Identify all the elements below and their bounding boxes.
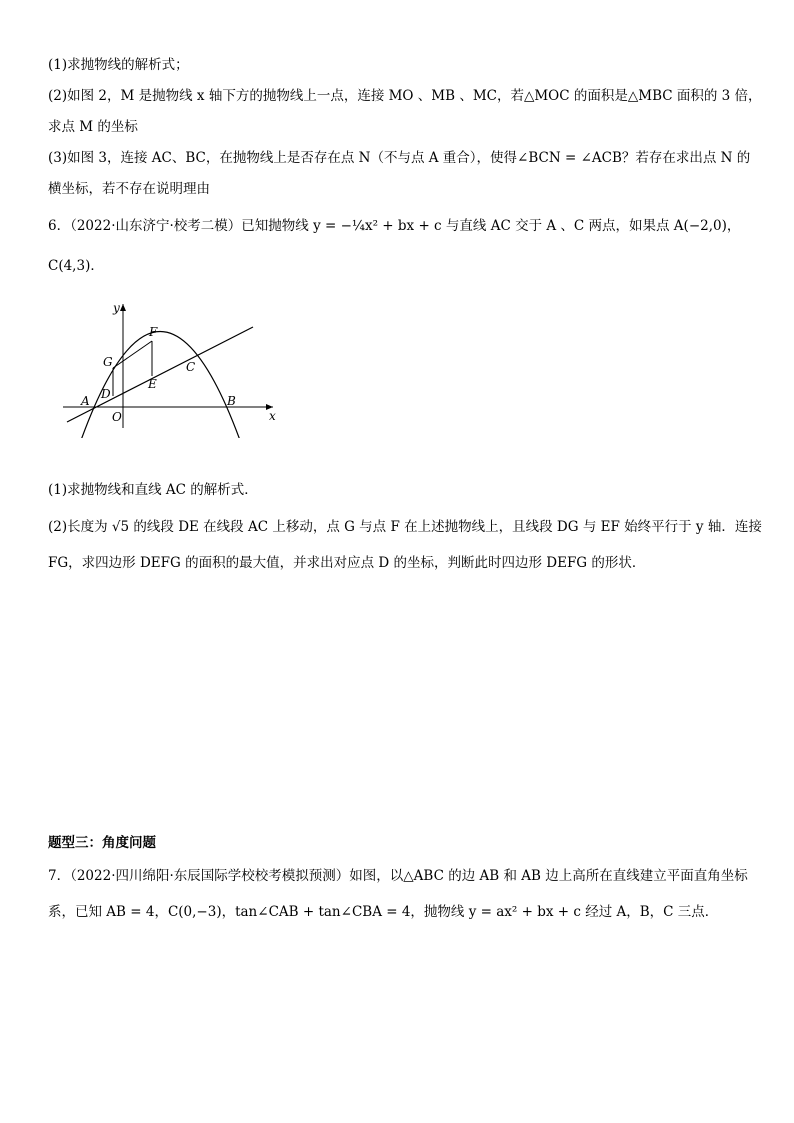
y-axis-arrow bbox=[120, 304, 126, 311]
label-x: x bbox=[269, 409, 276, 423]
label-b: B bbox=[227, 394, 236, 408]
parabola-figure bbox=[55, 298, 295, 438]
q5-part2-line2: 求点 M 的坐标 bbox=[48, 119, 138, 135]
label-y: y bbox=[113, 301, 120, 315]
label-f: F bbox=[149, 325, 158, 339]
q6-part2-line1: (2)长度为 √5 的线段 DE 在线段 AC 上移动，点 G 与点 F 在上述抛物线上，且线段 DG 与 EF 始终平行于 y 轴．连接 bbox=[48, 519, 762, 535]
section-title: 题型三：角度问题 bbox=[48, 835, 156, 851]
q5-part3-line1: (3)如图 3，连接 AC、BC，在抛物线上是否存在点 N（不与点 A 重合），使得∠BCN = ∠ACB？若存在求出点 N 的 bbox=[48, 150, 751, 166]
q5-part2-line1: (2)如图 2，M 是抛物线 x 轴下方的抛物线上一点，连接 MO 、MB 、MC，若△MOC 的面积是△MBC 面积的 3 倍， bbox=[48, 88, 762, 104]
label-a: A bbox=[81, 394, 90, 408]
label-e: E bbox=[148, 377, 157, 391]
q5-part1: (1)求抛物线的解析式； bbox=[48, 57, 189, 73]
parabola-curve bbox=[80, 332, 241, 439]
label-o: O bbox=[112, 410, 122, 424]
q7-stem-line2: 系，已知 AB = 4，C(0,−3)，tan∠CAB + tan∠CBA = 4，抛物线 y = ax² + bx + c 经过 A，B，C 三点． bbox=[48, 904, 719, 920]
q7-stem-line1: 7．（2022·四川绵阳·东辰国际学校校考模拟预测）如图，以△ABC 的边 AB 和 AB 边上高所在直线建立平面直角坐标 bbox=[48, 868, 748, 884]
label-d: D bbox=[101, 387, 111, 401]
line-ac bbox=[67, 327, 253, 422]
label-g: G bbox=[103, 355, 113, 369]
q5-part3-line2: 横坐标，若不存在说明理由 bbox=[48, 181, 210, 197]
q6-stem-line2: C(4,3)． bbox=[48, 258, 104, 274]
q6-part2-line2: FG，求四边形 DEFG 的面积的最大值，并求出对应点 D 的坐标，判断此时四边形 DEFG 的形状． bbox=[48, 555, 646, 571]
q6-part1: (1)求抛物线和直线 AC 的解析式． bbox=[48, 482, 258, 498]
label-c: C bbox=[186, 360, 196, 374]
q6-stem-line1: 6．（2022·山东济宁·校考二模）已知抛物线 y = −¼x² + bx + c 与直线 AC 交于 A 、C 两点，如果点 A(−2,0)， bbox=[48, 218, 741, 234]
